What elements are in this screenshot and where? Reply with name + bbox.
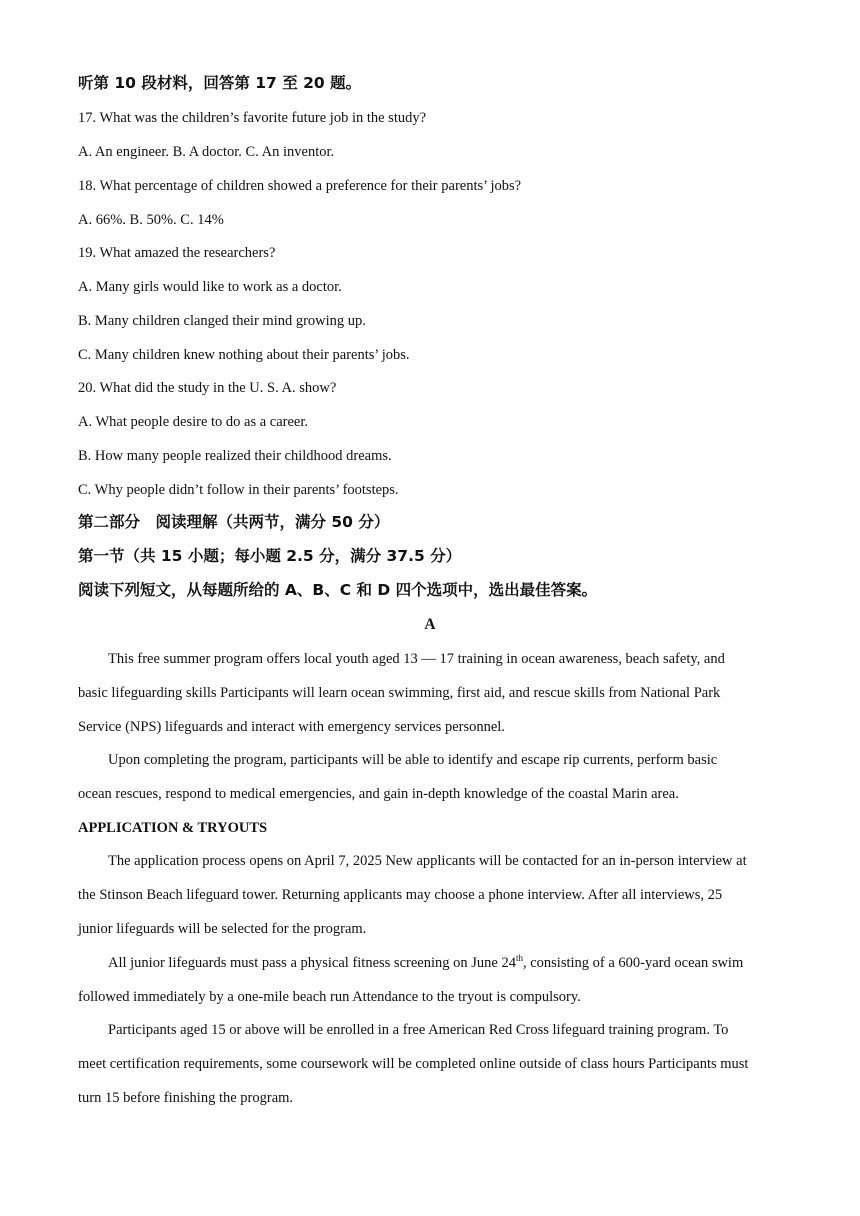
question-18: 18. What percentage of children showed a preference for their parents’ jobs? — [78, 178, 522, 194]
paragraph-3-line-1: The application process opens on April 7, 2025 New applicants will be contacted for an in-person interview at — [108, 853, 747, 869]
question-19-option-c: C. Many children knew nothing about their parents’ jobs. — [78, 347, 410, 363]
paragraph-5-line-1: Participants aged 15 or above will be enrolled in a free American Red Cross lifeguard training program. To — [108, 1022, 729, 1038]
question-19-option-b: B. Many children clanged their mind growing up. — [78, 313, 366, 329]
paragraph-4-text-b: , consisting of a 600-yard ocean swim — [522, 955, 744, 971]
paragraph-4-text-a: All junior lifeguards must pass a physical fitness screening on June 24 — [108, 955, 516, 971]
reading-subsection-heading: 第一节（共 15 小题；每小题 2.5 分，满分 37.5 分） — [78, 547, 462, 565]
paragraph-4-line-1 — [108, 954, 743, 972]
question-20-option-b: B. How many people realized their childhood dreams. — [78, 448, 392, 464]
reading-part-heading: 第二部分 阅读理解（共两节，满分 50 分） — [78, 513, 390, 531]
paragraph-1-line-2: basic lifeguarding skills Participants will learn ocean swimming, first aid, and rescue skills from National Park — [78, 685, 721, 701]
ordinal-suffix: th — [515, 953, 523, 964]
paragraph-1-line-3: Service (NPS) lifeguards and interact with emergency services personnel. — [78, 719, 505, 735]
paragraph-2-line-2: ocean rescues, respond to medical emergencies, and gain in-depth knowledge of the coastal Marin area. — [78, 786, 679, 802]
passage-label: A — [424, 616, 436, 633]
question-20: 20. What did the study in the U. S. A. show? — [78, 380, 337, 396]
reading-instruction: 阅读下列短文，从每题所给的 A、B、C 和 D 四个选项中，选出最佳答案。 — [78, 581, 598, 599]
paragraph-4-line-2: followed immediately by a one-mile beach run Attendance to the tryout is compulsory. — [78, 989, 581, 1005]
paragraph-3-line-3: junior lifeguards will be selected for the program. — [78, 921, 367, 937]
question-17: 17. What was the children’s favorite future job in the study? — [78, 110, 427, 126]
application-heading: APPLICATION & TRYOUTS — [78, 820, 268, 836]
question-20-option-a: A. What people desire to do as a career. — [78, 414, 309, 430]
question-20-option-c: C. Why people didn’t follow in their parents’ footsteps. — [78, 482, 399, 498]
paragraph-3-line-2: the Stinson Beach lifeguard tower. Returning applicants may choose a phone interview. After all interviews, 25 — [78, 887, 723, 903]
question-18-options: A. 66%. B. 50%. C. 14% — [78, 212, 224, 228]
paragraph-1-line-1: This free summer program offers local youth aged 13 — 17 training in ocean awareness, beach safety, and — [108, 651, 725, 667]
listening-section-heading: 听第 10 段材料，回答第 17 至 20 题。 — [78, 74, 362, 92]
paragraph-5-line-3: turn 15 before finishing the program. — [78, 1090, 294, 1106]
paragraph-5-line-2: meet certification requirements, some coursework will be completed online outside of class hours Participants must — [78, 1056, 749, 1072]
question-19: 19. What amazed the researchers? — [78, 245, 276, 261]
paragraph-2-line-1: Upon completing the program, participants will be able to identify and escape rip currents, perform basic — [108, 752, 718, 768]
question-17-options: A. An engineer. B. A doctor. C. An inventor. — [78, 144, 335, 160]
question-19-option-a: A. Many girls would like to work as a doctor. — [78, 279, 342, 295]
